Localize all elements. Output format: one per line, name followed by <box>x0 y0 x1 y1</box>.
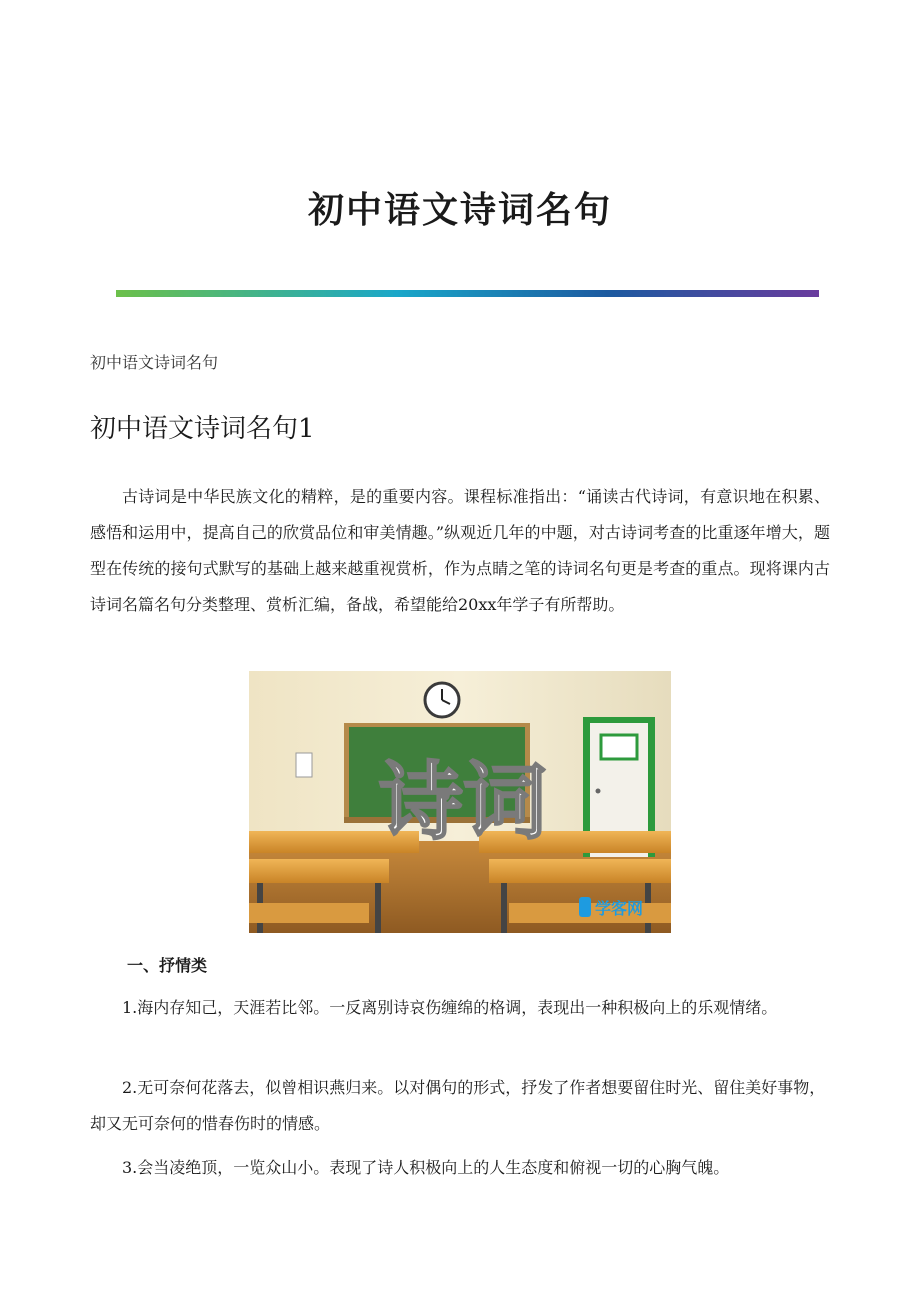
watermark-text: 学客网 <box>595 899 644 918</box>
document-subtitle: 初中语文诗词名句 <box>90 353 219 372</box>
watermark-logo <box>579 897 643 918</box>
clock-icon <box>425 683 459 717</box>
section-title: 初中语文诗词名句1 <box>90 414 315 444</box>
document-title: 初中语文诗词名句 <box>307 189 612 231</box>
title-divider <box>116 290 819 297</box>
image-caption: 诗词 <box>378 753 548 851</box>
intro-paragraph: 古诗词是中华民族文化的精粹，是的重要内容。课程标准指出：“诵读古代诗词，有意识地在积累、感悟和运用中，提高自己的欣赏品位和审美情趣。”纵观近几年的中题，对古诗词考查的比重逐年增大，题型在传统的接句式默写的基础上越来越重视赏析，作为点睛之笔的诗词名句更是考查的重点。现将课内古诗词名篇名句分类整理、赏析汇编，备战，希望能给20xx年学子有所帮助。 <box>90 487 830 614</box>
list-item: 1.海内存知己，天涯若比邻。一反离别诗哀伤缠绵的格调，表现出一种积极向上的乐观情绪。 <box>122 998 778 1017</box>
list-item: 2.无可奈何花落去，似曾相识燕归来。以对偶句的形式，抒发了作者想要留住时光、留住美好事物，却又无可奈何的惜春伤时的情感。 <box>90 1078 826 1133</box>
category-heading: 一、抒情类 <box>127 956 208 975</box>
list-item: 3.会当凌绝顶，一览众山小。表现了诗人积极向上的人生态度和俯视一切的心胸气魄。 <box>122 1158 730 1177</box>
classroom-illustration <box>249 671 671 933</box>
